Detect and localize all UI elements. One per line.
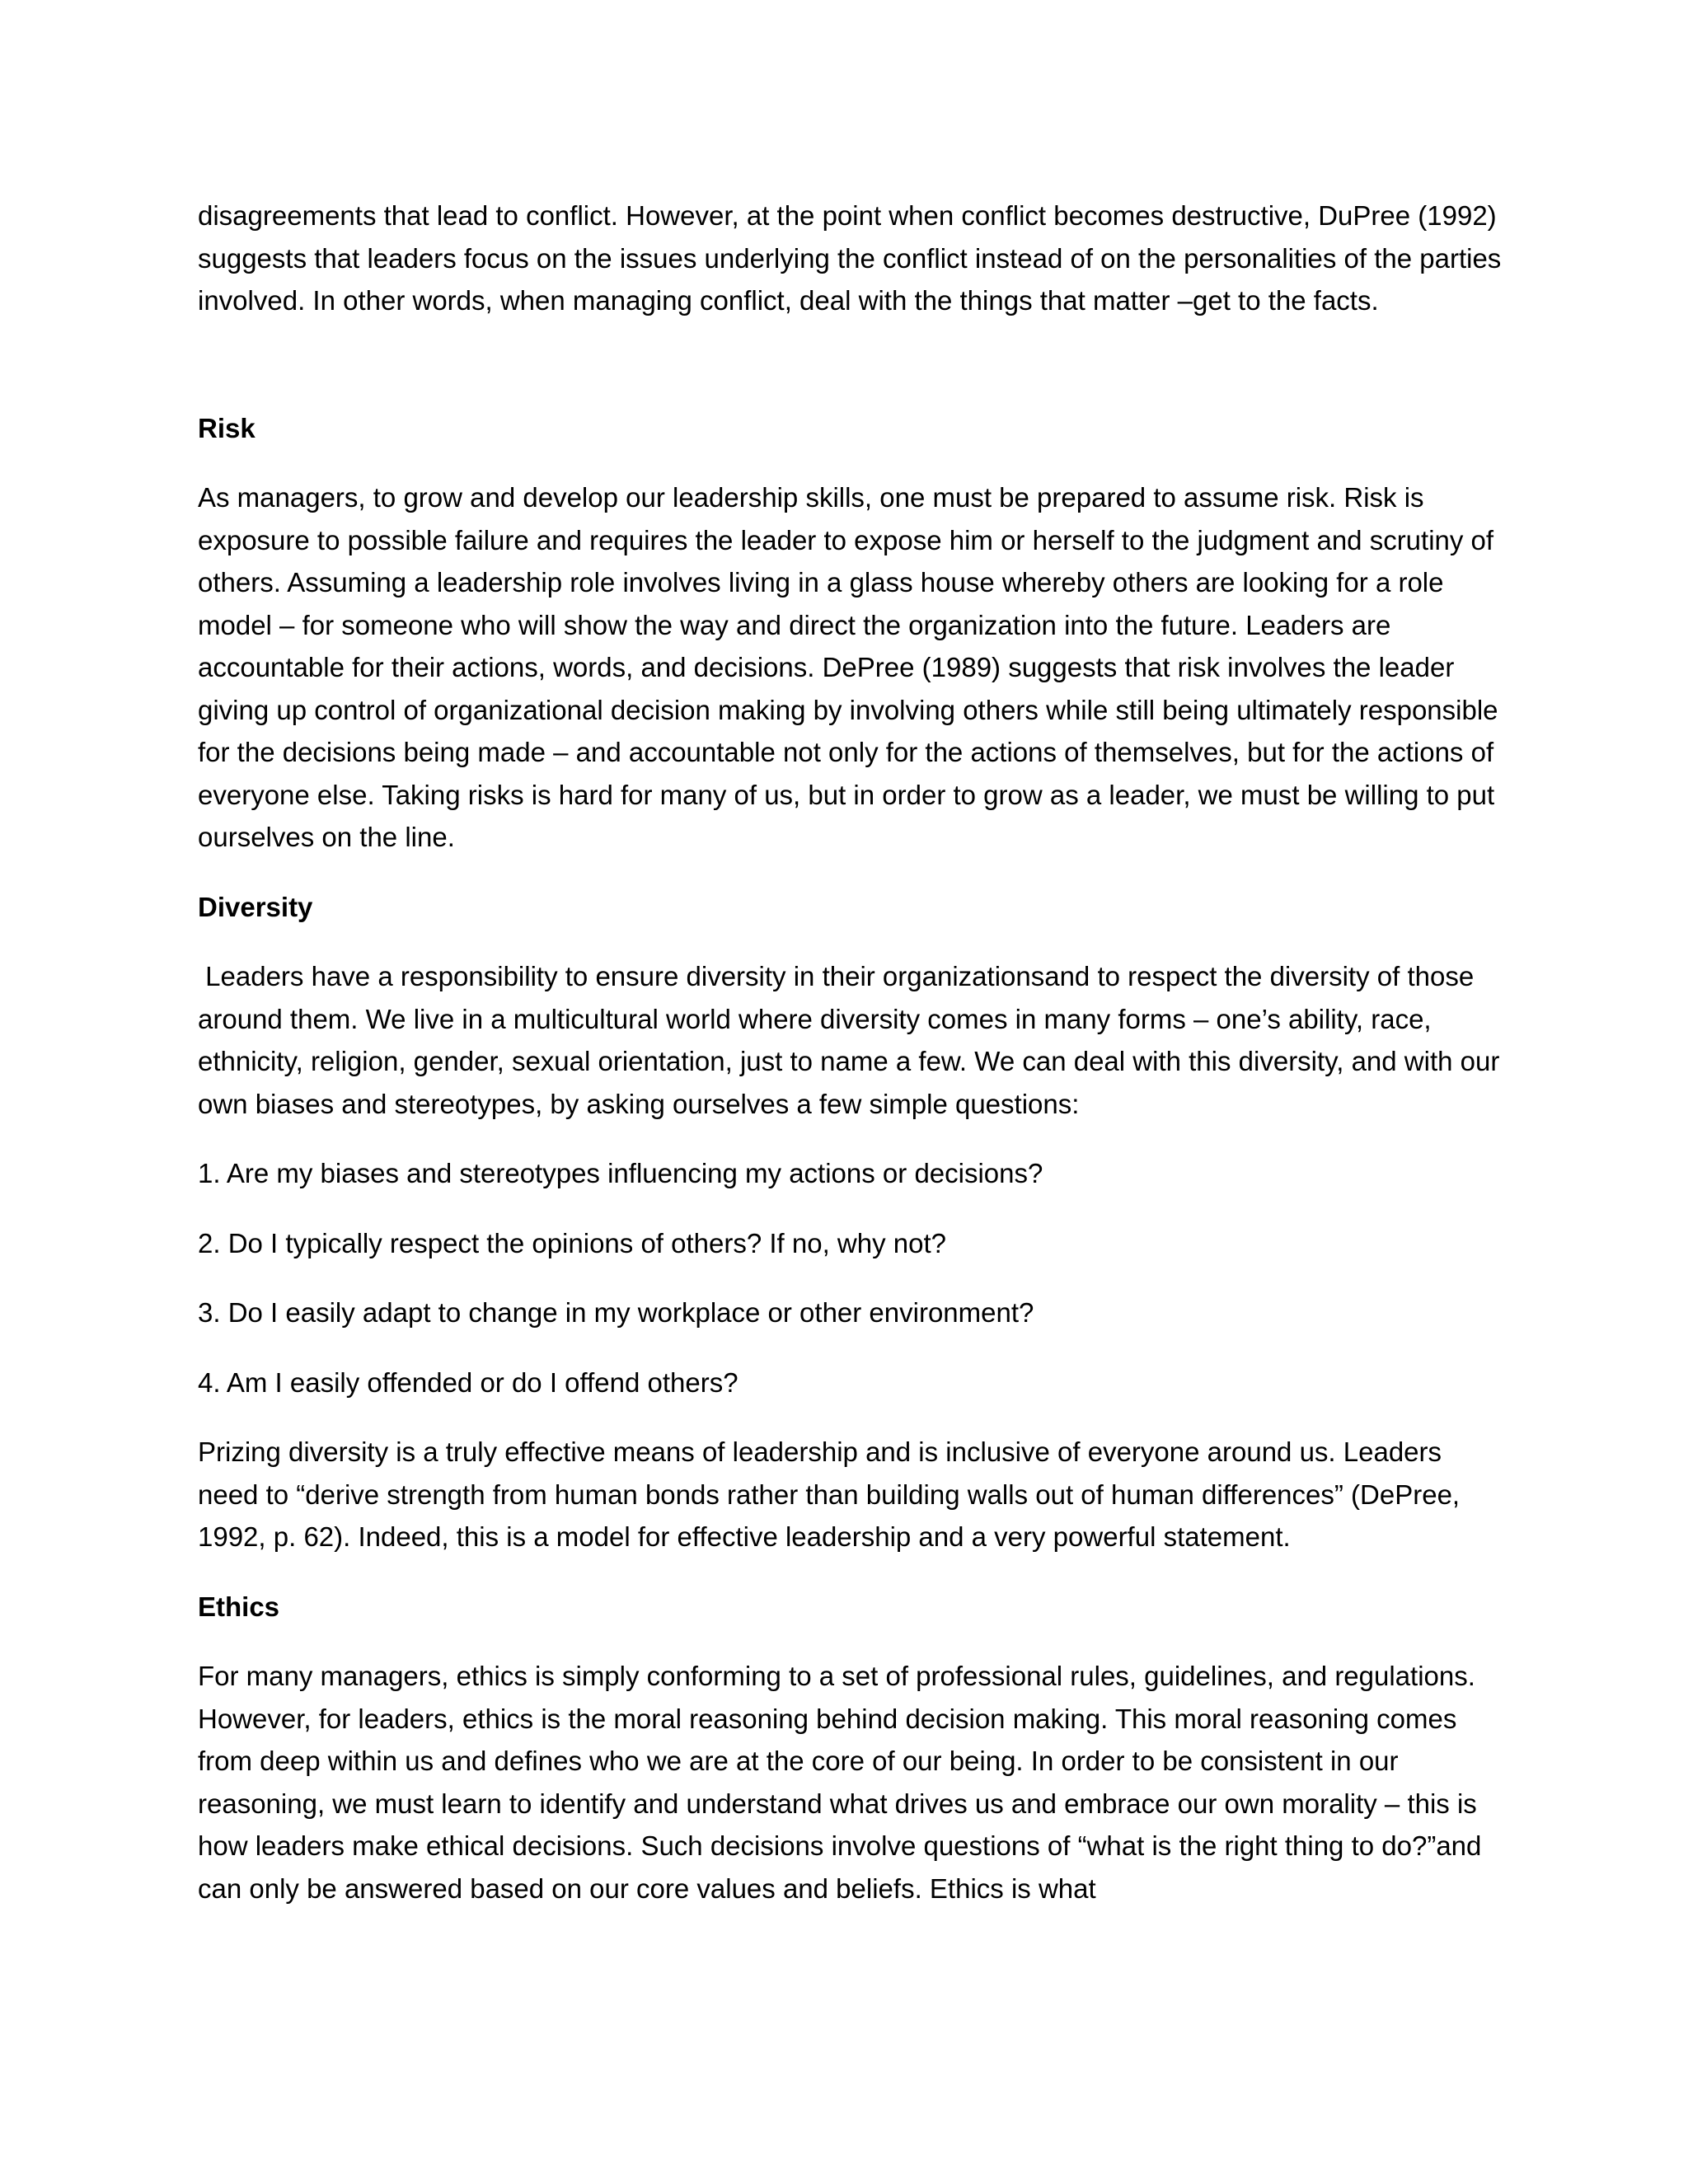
spacer xyxy=(198,1628,1504,1655)
document-page xyxy=(198,194,1507,1910)
diversity-paragraph: Leaders have a responsibility to ensure diversity in their organizationsand to respect the diversity of those around them. We live in a multicultural world where diversity comes in many forms – one’s ability, race, ethnicity, religion, gender, sexual orientation, just to name a few. We can deal with this diversity, and with our own biases and stereotypes, by asking ourselves a few simple questions: xyxy=(198,961,1507,1119)
spacer xyxy=(198,1334,1504,1361)
diversity-question-2: 2. Do I typically respect the opinions of others? If no, why not? xyxy=(198,1227,946,1258)
intro-paragraph: disagreements that lead to conflict. However, at the point when conflict becomes destructive, DuPree (1992) suggests that leaders focus on the issues underlying the conflict instead of on the personalities of the parties involved. In other words, when managing conflict, deal with the things that matter –get to the facts. xyxy=(198,200,1502,316)
diversity-question-4: 4. Am I easily offended or do I offend others? xyxy=(198,1366,738,1398)
ethics-heading: Ethics xyxy=(198,1591,280,1622)
ethics-paragraph: For many managers, ethics is simply conforming to a set of professional rules, guidelines, and regulations. However, for leaders, ethics is the moral reasoning behind decision making. This moral reasoning comes from deep within us and defines who we are at the core of our being. In order to be consistent in our reasoning, we must learn to identify and understand what drives us and embrace our own morality – this is how leaders make ethical decisions. Such decisions involve questions of “what is the right thing to do?”and can only be answered based on our core values and beliefs. Ethics is what xyxy=(198,1661,1482,1904)
spacer xyxy=(198,1264,1504,1291)
spacer xyxy=(198,1404,1504,1431)
diversity-closing-paragraph: Prizing diversity is a truly effective means of leadership and is inclusive of everyone around us. Leaders need to “derive strength from human bonds rather than building walls out of human differences” (DePree, 1992, p. 62). Indeed, this is a model for effective leadership and a very powerful statement. xyxy=(198,1436,1461,1552)
diversity-question-1: 1. Are my biases and stereotypes influencing my actions or decisions? xyxy=(198,1158,1043,1188)
spacer xyxy=(198,1558,1504,1586)
risk-heading: Risk xyxy=(198,412,256,443)
risk-paragraph: As managers, to grow and develop our leadership skills, one must be prepared to assume risk. Risk is exposure to possible failure and requires the leader to expose him or herself to the judgment and scrutiny of others. Assuming a leadership role involves living in a glass house whereby others are looking for a role model – for someone who will show the way and direct the organization into the future. Leaders are accountable for their actions, words, and decisions. DePree (1989) suggests that risk involves the leader giving up control of organizational decision making by involving others while still being ultimately responsible for the decisions being made – and accountable not only for the actions of themselves, but for the actions of everyone else. Taking risks is hard for many of us, but in order to grow as a leader, we must be willing to put ourselves on the line. xyxy=(198,482,1498,852)
section-spacer xyxy=(198,322,1504,407)
diversity-heading: Diversity xyxy=(198,891,313,922)
diversity-question-3: 3. Do I easily adapt to change in my workplace or other environment? xyxy=(198,1297,1034,1328)
spacer xyxy=(198,859,1504,886)
spacer xyxy=(198,449,1504,476)
spacer xyxy=(198,1125,1504,1152)
spacer xyxy=(198,1195,1504,1222)
spacer xyxy=(198,928,1504,955)
